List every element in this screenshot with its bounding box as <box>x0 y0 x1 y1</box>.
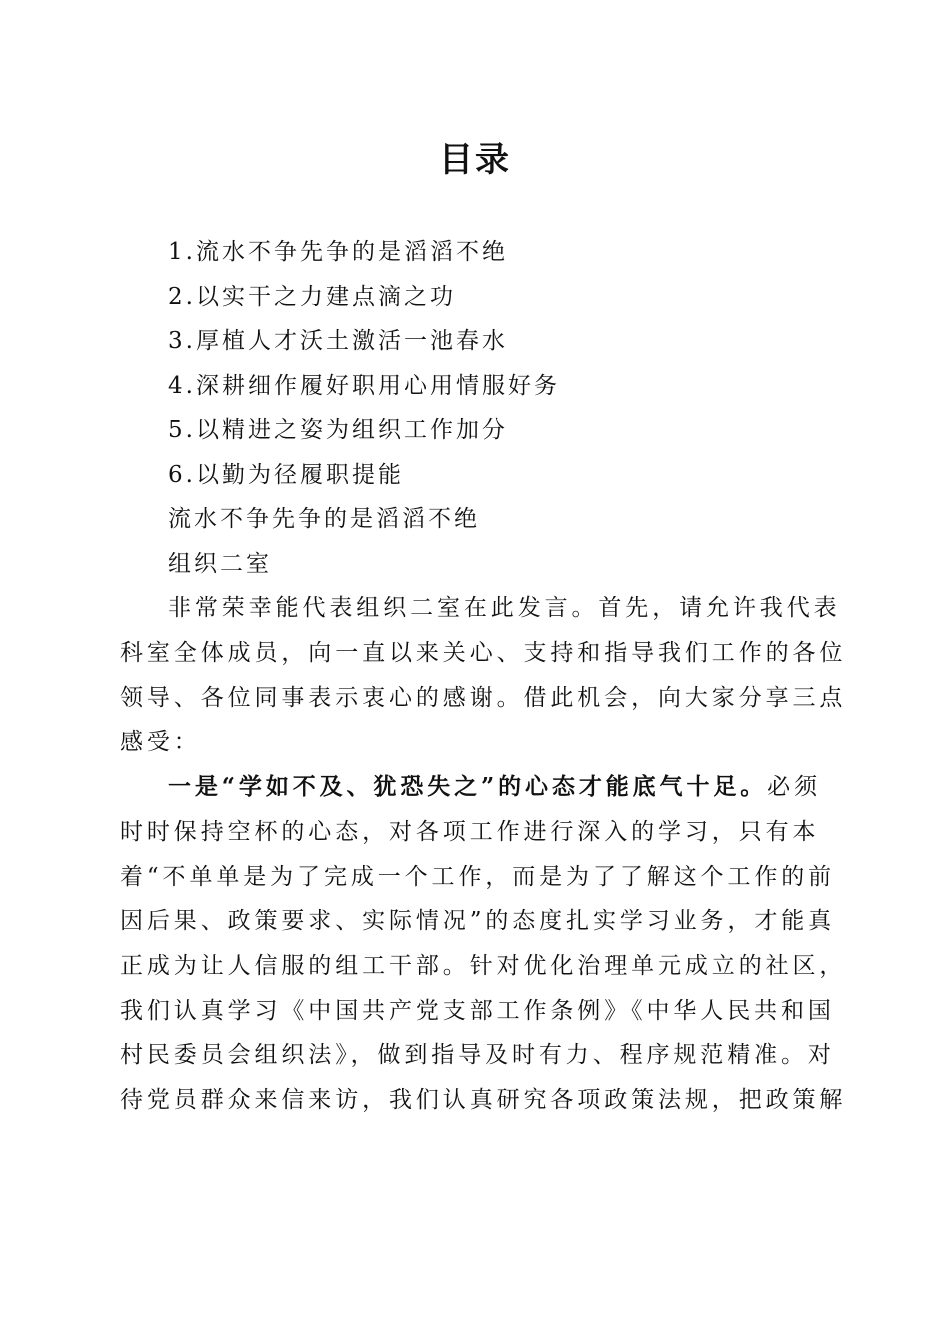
toc-item: 1.流水不争先争的是滔滔不绝 <box>168 239 508 265</box>
paragraph-line: 待党员群众来信来访，我们认真研究各项政策法规，把政策解 <box>120 1086 847 1113</box>
paragraph-line: 我们认真学习《中国共产党支部工作条例》《中华人民共和国 <box>120 997 835 1024</box>
paragraph-line <box>120 765 826 810</box>
paragraph-line: 领导、各位同事表示衷心的感谢。借此机会，向大家分享三点 <box>120 684 847 711</box>
toc-item: 6.以勤为径履职提能 <box>168 461 404 488</box>
paragraph-line: 科室全体成员，向一直以来关心、支持和指导我们工作的各位 <box>120 640 847 667</box>
paragraph-line: 非常荣幸能代表组织二室在此发言。首先，请允许我代表 <box>168 595 841 622</box>
point-heading-tail: 必须 <box>767 774 821 801</box>
paragraph-line: 因后果、政策要求、实际情况”的态度扎实学习业务，才能真 <box>120 908 836 935</box>
paragraph-line: 着“不单单是为了完成一个工作，而是为了了解这个工作的前 <box>120 863 836 890</box>
toc-item: 2.以实干之力建点滴之功 <box>168 283 456 310</box>
point-heading: 一是“学如不及、犹恐失之”的心态才能底气十足。 <box>168 773 768 801</box>
article-author: 组织二室 <box>168 550 272 577</box>
page-title: 目录 <box>439 140 511 180</box>
paragraph-intro <box>120 586 847 765</box>
article-body <box>120 497 847 1123</box>
table-of-contents <box>168 230 848 497</box>
paragraph-line: 感受： <box>120 729 201 756</box>
toc-item: 4.深耕细作履好职用心用情服好务 <box>168 372 560 399</box>
toc-item: 5.以精进之姿为组织工作加分 <box>168 417 508 443</box>
toc-item: 3.厚植人才沃土激活一池春水 <box>168 328 508 354</box>
paragraph-line: 村民委员会组织法》，做到指导及时有力、程序规范精准。对 <box>120 1042 835 1069</box>
paragraph-point-one <box>120 765 847 1123</box>
paragraph-line: 时时保持空杯的心态，对各项工作进行深入的学习，只有本 <box>120 818 820 845</box>
paragraph-line: 正成为让人信服的组工干部。针对优化治理单元成立的社区， <box>120 952 847 979</box>
article-title: 流水不争先争的是滔滔不绝 <box>168 506 480 532</box>
